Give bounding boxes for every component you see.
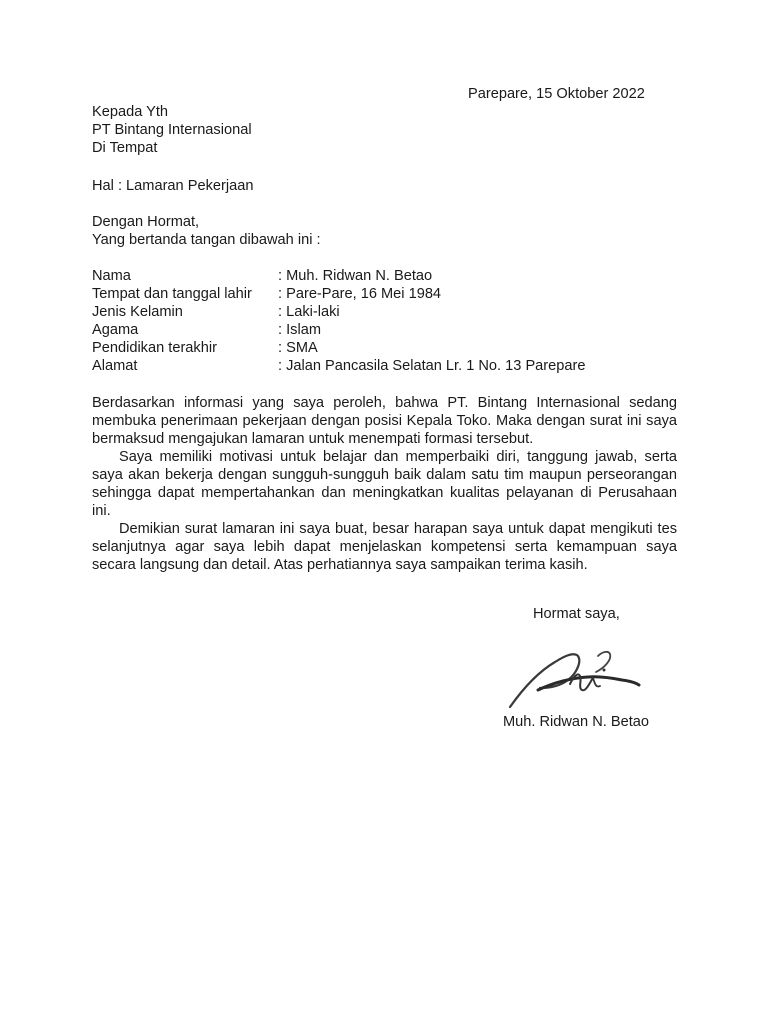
opening-block <box>92 213 321 249</box>
detail-label: Tempat dan tanggal lahir <box>92 286 252 302</box>
detail-value: : Islam <box>278 322 321 338</box>
body-paragraph: Berdasarkan informasi yang saya peroleh, bahwa PT. Bintang Internasional sedang membuka penerimaan pekerjaan dengan posisi Kepala Toko. Maka dengan surat ini saya bermaksud mengajukan lamaran untuk menempati formasi tersebut. <box>92 395 677 447</box>
date-line: Parepare, 15 Oktober 2022 <box>468 86 645 102</box>
body-paragraph: Demikian surat lamaran ini saya buat, besar harapan saya untuk dapat mengikuti tes selanjutnya agar saya lebih dapat menjelaskan kompetensi serta kemampuan saya secara langsung dan detail. Atas perhatiannya saya sampaikan terima kasih. <box>92 521 677 573</box>
detail-row <box>92 357 585 375</box>
detail-label: Alamat <box>92 358 138 374</box>
salutation: Dengan Hormat, <box>92 214 200 230</box>
recipient-line: Kepada Yth <box>92 104 169 120</box>
recipient-block <box>92 103 252 157</box>
intro-line: Yang bertanda tangan dibawah ini : <box>92 232 321 248</box>
personal-details-table <box>92 267 585 375</box>
detail-label: Nama <box>92 268 131 284</box>
detail-value: : Laki-laki <box>278 304 340 320</box>
detail-value: : Jalan Pancasila Selatan Lr. 1 No. 13 Parepare <box>278 358 586 374</box>
detail-label: Agama <box>92 322 139 338</box>
detail-row <box>92 321 585 339</box>
closing-line: Hormat saya, <box>533 606 620 622</box>
detail-row <box>92 339 585 357</box>
detail-value: : Muh. Ridwan N. Betao <box>278 268 433 284</box>
recipient-company: PT Bintang Internasional <box>92 122 252 138</box>
body-paragraph: Saya memiliki motivasi untuk belajar dan memperbaiki diri, tanggung jawab, serta saya akan bekerja dengan sungguh-sungguh baik dalam satu tim maupun perseorangan sehingga dapat mempertahankan dan meningkatkan kualitas pelayanan di Perusahaan ini. <box>92 449 677 519</box>
recipient-place: Di Tempat <box>92 140 158 156</box>
detail-value: : SMA <box>278 340 318 356</box>
detail-label: Jenis Kelamin <box>92 304 183 320</box>
signer-name: Muh. Ridwan N. Betao <box>503 714 650 730</box>
signature-mark <box>500 632 650 717</box>
detail-row <box>92 285 585 303</box>
letter-body <box>92 394 677 574</box>
detail-value: : Pare-Pare, 16 Mei 1984 <box>278 286 442 302</box>
detail-row <box>92 267 585 285</box>
detail-row <box>92 303 585 321</box>
detail-label: Pendidikan terakhir <box>92 340 217 356</box>
subject-line: Hal : Lamaran Pekerjaan <box>92 178 254 194</box>
